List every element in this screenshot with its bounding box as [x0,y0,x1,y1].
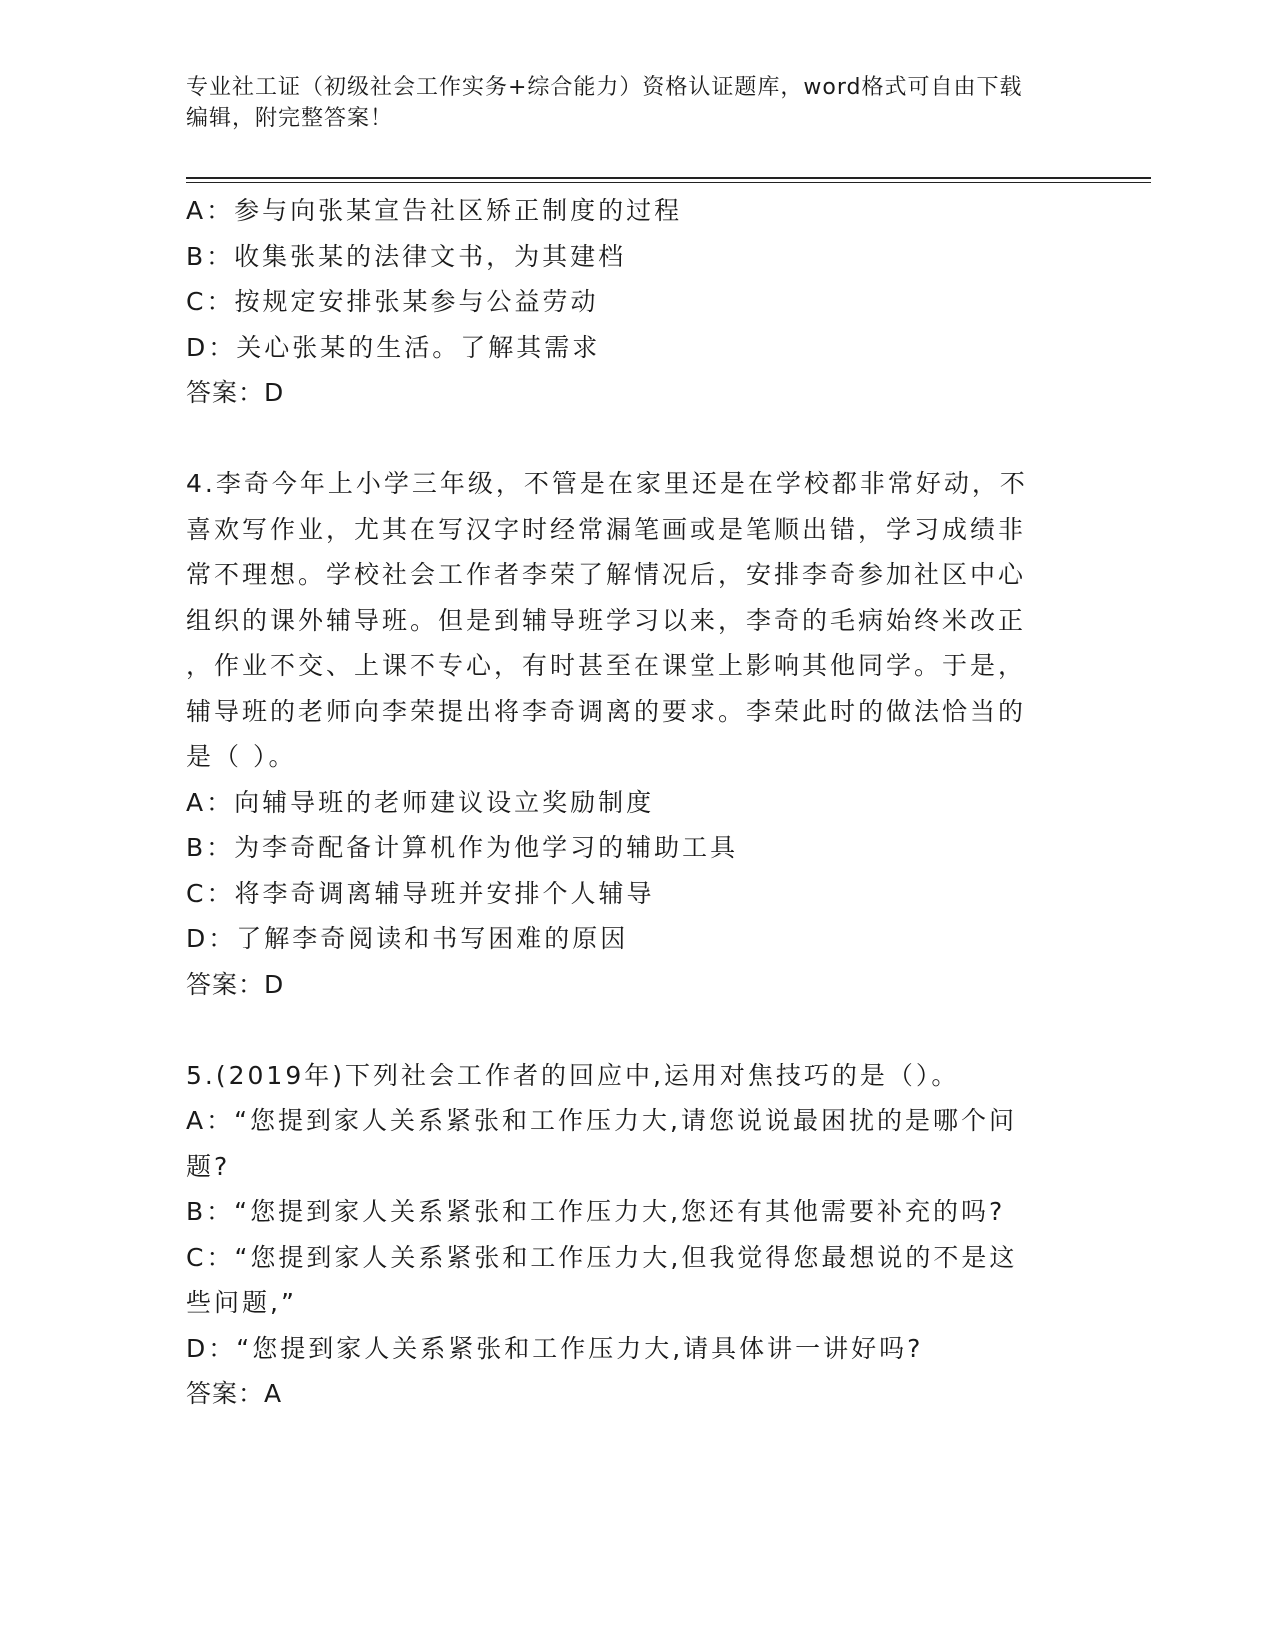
option-b: B：为李奇配备计算机作为他学习的辅助工具 [186,833,739,862]
answer: 答案：A [186,1379,283,1408]
question-stem-line: 常不理想。学校社会工作者李荣了解情况后，安排李奇参加社区中心 [186,560,1027,589]
question-stem-line: 喜欢写作业，尤其在写汉字时经常漏笔画或是笔顺出错，学习成绩非 [186,514,1027,544]
question-3-tail [186,188,1066,416]
header-line-2: 编辑，附完整答案！ [186,106,394,131]
header-divider-thin [186,182,1151,183]
header-divider-thick [186,177,1151,179]
question-stem-line: 组织的课外辅导班。但是到辅导班学习以来，李奇的毛病始终米改正 [186,605,1027,635]
spacer [186,416,1066,462]
question-stem-line: 4.李奇今年上小学三年级，不管是在家里还是在学校都非常好动，不 [186,469,1028,498]
option-a-continued: 题? [186,1151,231,1181]
option-b: B：收集张某的法律文书，为其建档 [186,241,627,271]
document-header [186,72,1086,134]
option-a: A：“您提到家人关系紧张和工作压力大,请您说说最困扰的是哪个问 [186,1106,1018,1135]
option-a: A：向辅导班的老师建议设立奖励制度 [186,787,655,817]
option-b: B：“您提到家人关系紧张和工作压力大,您还有其他需要补充的吗? [186,1197,1006,1226]
header-line-1: 专业社工证（初级社会工作实务+综合能力）资格认证题库，word格式可自由下载 [186,75,1023,100]
question-4 [186,461,1066,1007]
answer: 答案：D [186,969,285,999]
question-5 [186,1053,1066,1417]
answer: 答案：D [186,378,285,407]
option-d: D：了解李奇阅读和书写困难的原因 [186,924,629,953]
question-stem-line: ，作业不交、上课不专心，有时甚至在课堂上影响其他同学。于是， [186,651,1027,680]
option-c: C：将李奇调离辅导班并安排个人辅导 [186,878,655,908]
option-d: D：“您提到家人关系紧张和工作压力大,请具体讲一讲好吗? [186,1333,924,1363]
question-stem-line: 辅导班的老师向李荣提出将李奇调离的要求。李荣此时的做法恰当的 [186,696,1027,726]
option-c: C：按规定安排张某参与公益劳动 [186,287,599,316]
option-c-continued: 些问题,” [186,1288,297,1317]
question-stem-line: 是（ ）。 [186,742,297,771]
spacer [186,1007,1066,1053]
question-stem-line: 5.(2019年)下列社会工作者的回应中,运用对焦技巧的是（）。 [186,1060,960,1090]
option-d: D：关心张某的生活。了解其需求 [186,332,601,362]
option-c: C：“您提到家人关系紧张和工作压力大,但我觉得您最想说的不是这 [186,1242,1018,1272]
question-content [186,188,1066,1417]
option-a: A：参与向张某宣告社区矫正制度的过程 [186,196,683,225]
